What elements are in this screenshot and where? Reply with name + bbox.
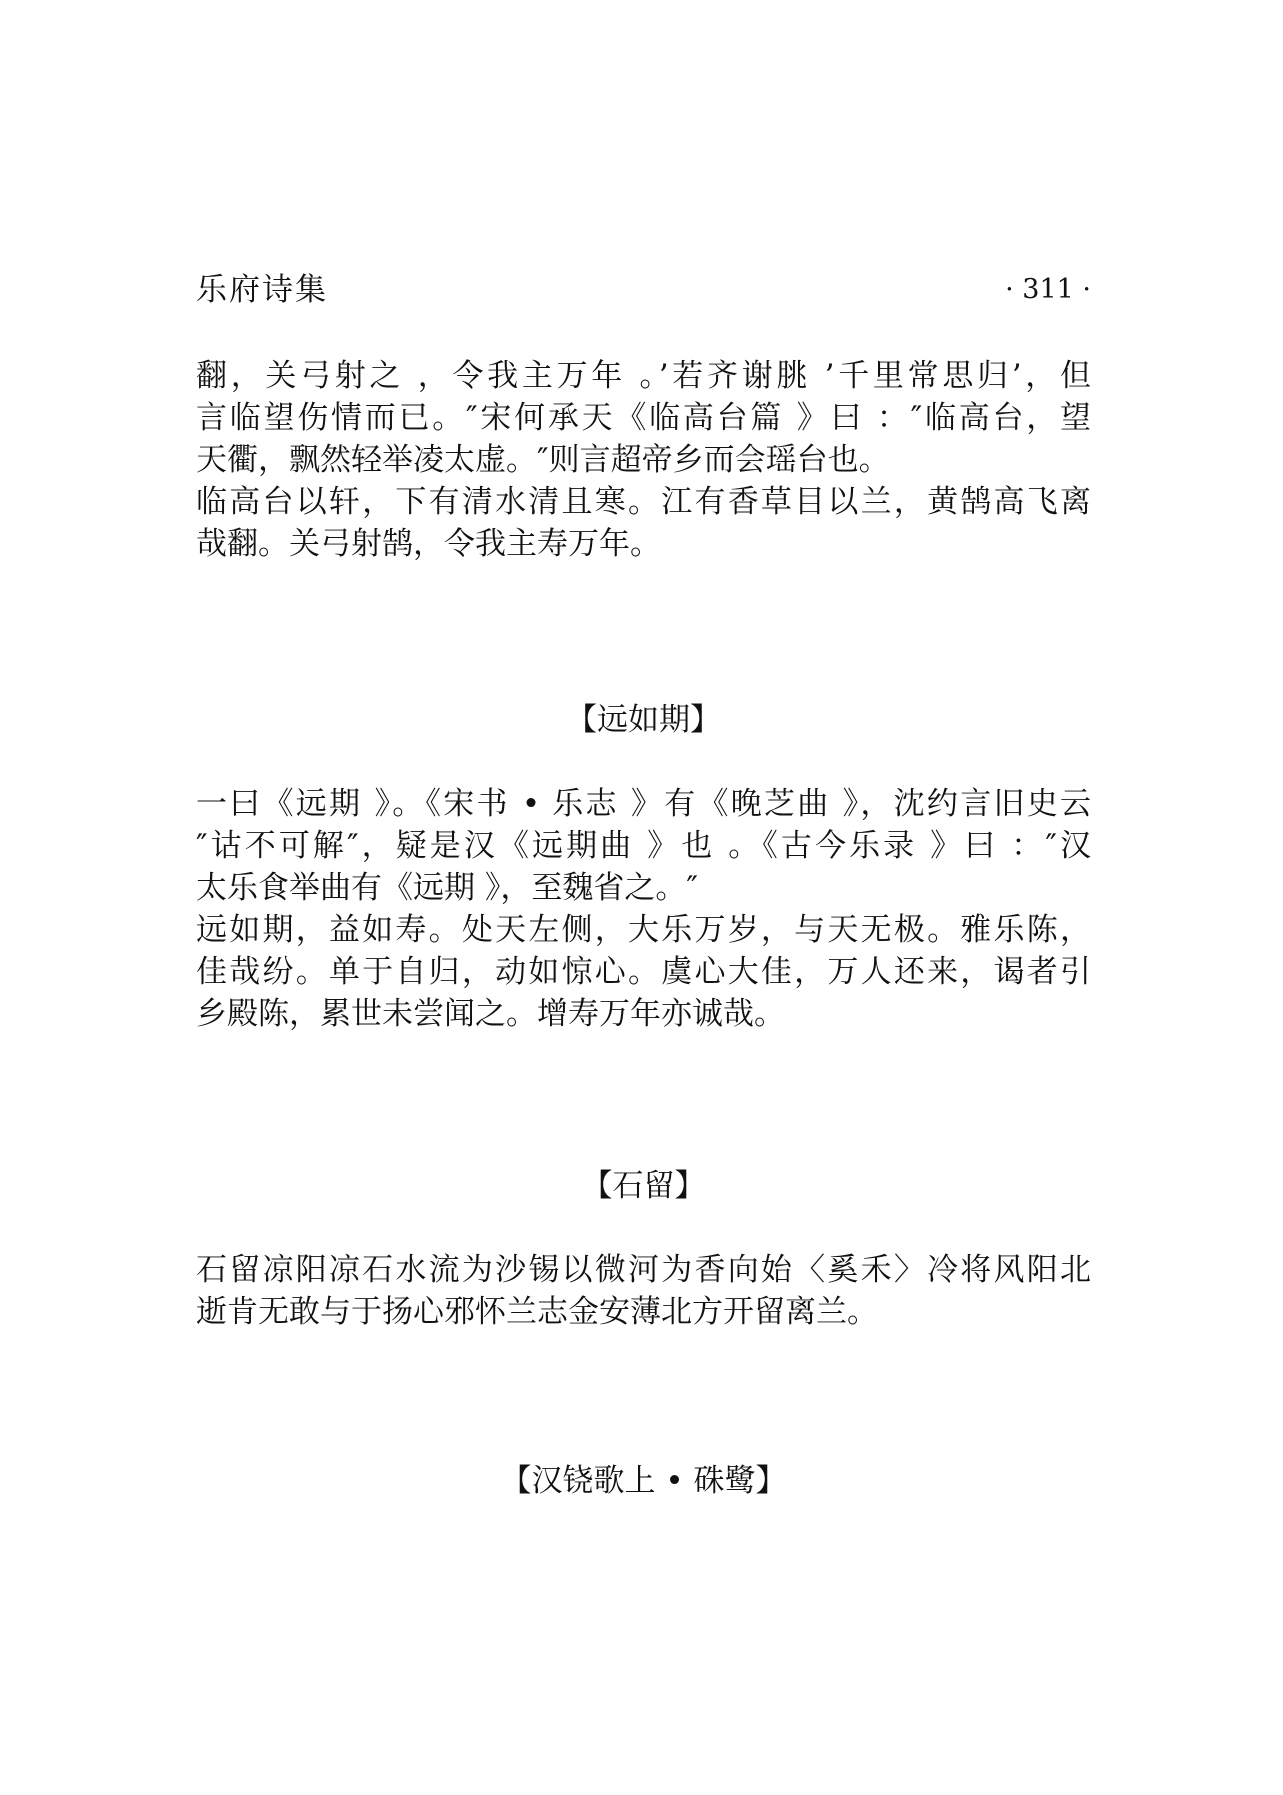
text-line: 石留凉阳凉石水流为沙锡以微河为香向始〈奚禾〉冷将风阳北: [196, 1252, 1091, 1288]
book-title: 乐府诗集: [196, 272, 328, 308]
text-line: 一曰《远期 》。《宋书 • 乐志 》有《晚芝曲 》，沈约言旧史云: [196, 786, 1091, 822]
text-line: ″诂不可解″，疑是汉《远期曲 》也 。《古今乐录 》曰 ：″汉: [196, 828, 1091, 864]
text-line: 佳哉纷。单于自归，动如惊心。虞心大佳，万人还来，谒者引: [196, 954, 1091, 990]
poem-text: [196, 909, 1091, 1035]
text-line: 太乐食举曲有《远期 》，至魏省之。″: [196, 870, 698, 906]
poem-text: [196, 481, 1091, 565]
text-line: 哉翻。关弓射鹄，令我主寿万年。: [196, 526, 661, 562]
poem-text: [196, 1249, 1091, 1333]
section-heading: 【汉铙歌上 • 硃鹭】: [500, 1463, 787, 1499]
text-line: 翻，关弓射之 ，令我主万年 。’若齐谢朓 ’千里常思归’，但: [196, 358, 1091, 394]
commentary-paragraph: [196, 783, 1091, 909]
page-header: [196, 268, 1091, 312]
section-heading: 【远如期】: [566, 702, 721, 738]
text-line: 天衢，飘然轻举凌太虚。″则言超帝乡而会瑶台也。: [196, 442, 890, 478]
text-line: 乡殿陈，累世未尝闻之。增寿万年亦诚哉。: [196, 996, 785, 1032]
text-line: 临高台以轩，下有清水清且寒。江有香草目以兰，黄鹄高飞离: [196, 484, 1091, 520]
section-heading: 【石留】: [581, 1168, 706, 1204]
page-number: · 311 ·: [1005, 274, 1091, 305]
text-line: 逝肯无敢与于扬心邪怀兰志金安薄北方开留离兰。: [196, 1294, 878, 1330]
text-line: 言临望伤情而已。″宋何承天《临高台篇 》曰 ：″临高台，望: [196, 400, 1091, 436]
commentary-paragraph: [196, 355, 1091, 481]
text-line: 远如期，益如寿。处天左侧，大乐万岁，与天无极。雅乐陈，: [196, 912, 1091, 948]
